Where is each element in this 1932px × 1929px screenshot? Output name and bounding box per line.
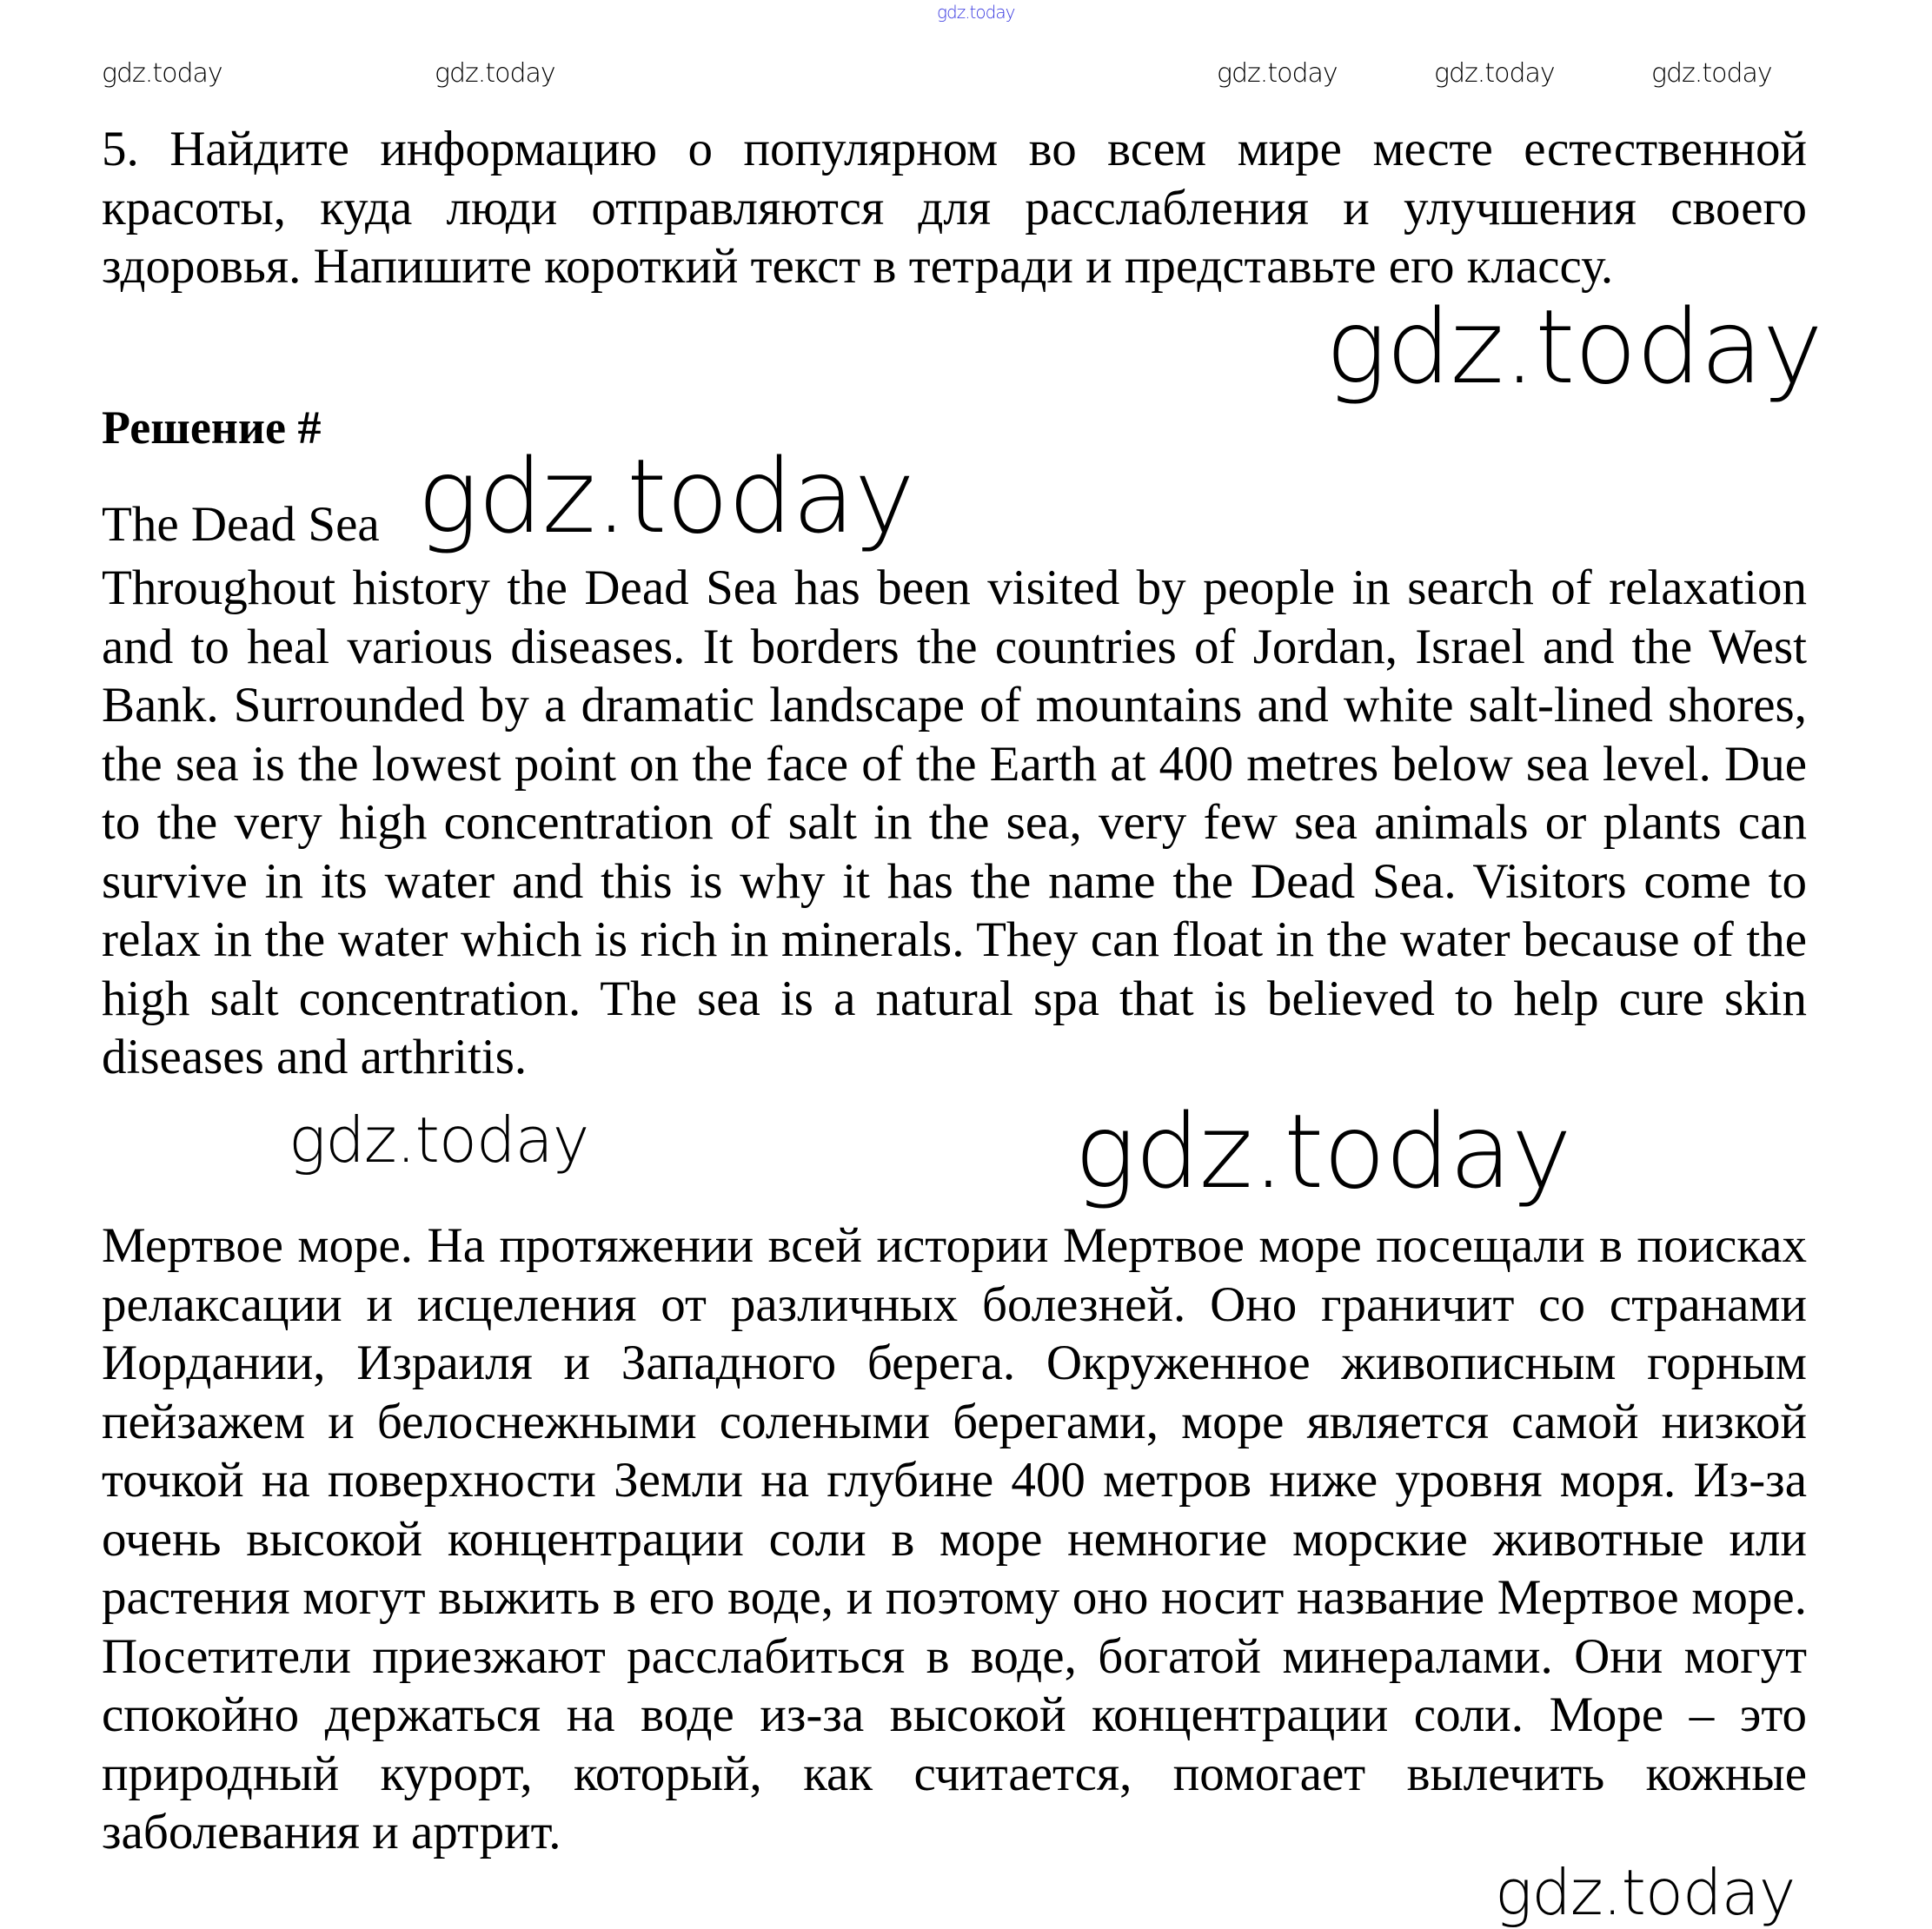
watermark: gdz.today: [417, 436, 914, 556]
watermark: gdz.today: [435, 58, 555, 89]
watermark: gdz.today: [1217, 58, 1338, 89]
watermark: gdz.today: [1434, 58, 1555, 89]
watermark: gdz.today: [1325, 287, 1822, 407]
watermark: gdz.today: [1074, 1091, 1571, 1211]
task-text: 5. Найдите информацию о популярном во всем мире месте естественной красоты, куда люди отправляются для расслабления и улучшения своего здоровья. Напишите короткий текст в тетради и представьте его классу.: [102, 122, 1807, 294]
solution-heading: Решение #: [102, 401, 322, 454]
watermark: gdz.today: [289, 1104, 589, 1177]
english-text: Throughout history the Dead Sea has been visited by people in search of relaxation and to heal various diseases. It borders the countries of Jordan, Israel and the West Bank. Surrounded by a dramatic landscape of mountains and white salt-lined shores, the sea is the lowest point on the face of the Earth at 400 metres below sea level. Due to the very high concentration of salt in the sea, very few sea animals or plants can survive in its water and this is why it has the name the Dead Sea. Visitors come to relax in the water which is rich in minerals. They can float in the water because of the high salt concentration. The sea is a natural spa that is believed to help cure skin diseases and arthritis.: [102, 560, 1807, 1084]
watermark-top: gdz.today: [937, 2, 1015, 23]
russian-text: Мертвое море. На протяжении всей истории Мертвое море посещали в поисках релаксации и исцеления от различных болезней. Оно граничит со странами Иордании, Израиля и Западного берега. Окруженное живописным горным пейзажем и белоснежными солеными берегами, море является самой низкой точкой на поверхности Земли на глубине 400 метров ниже уровня моря. Из-за очень высокой концентрации соли в море немногие морские животные или растения могут выжить в его воде, и поэтому оно носит название Мертвое море. Посетители приезжают расслабиться в воде, богатой минералами. Они могут спокойно держаться на воде из-за высокой концентрации соли. Море – это природный курорт, который, как считается, помогает вылечить кожные заболевания и артрит.: [102, 1218, 1807, 1859]
watermark: gdz.today: [1495, 1856, 1796, 1929]
text-title: The Dead Sea: [102, 497, 380, 552]
watermark: gdz.today: [1651, 58, 1772, 89]
watermark: gdz.today: [102, 58, 222, 89]
